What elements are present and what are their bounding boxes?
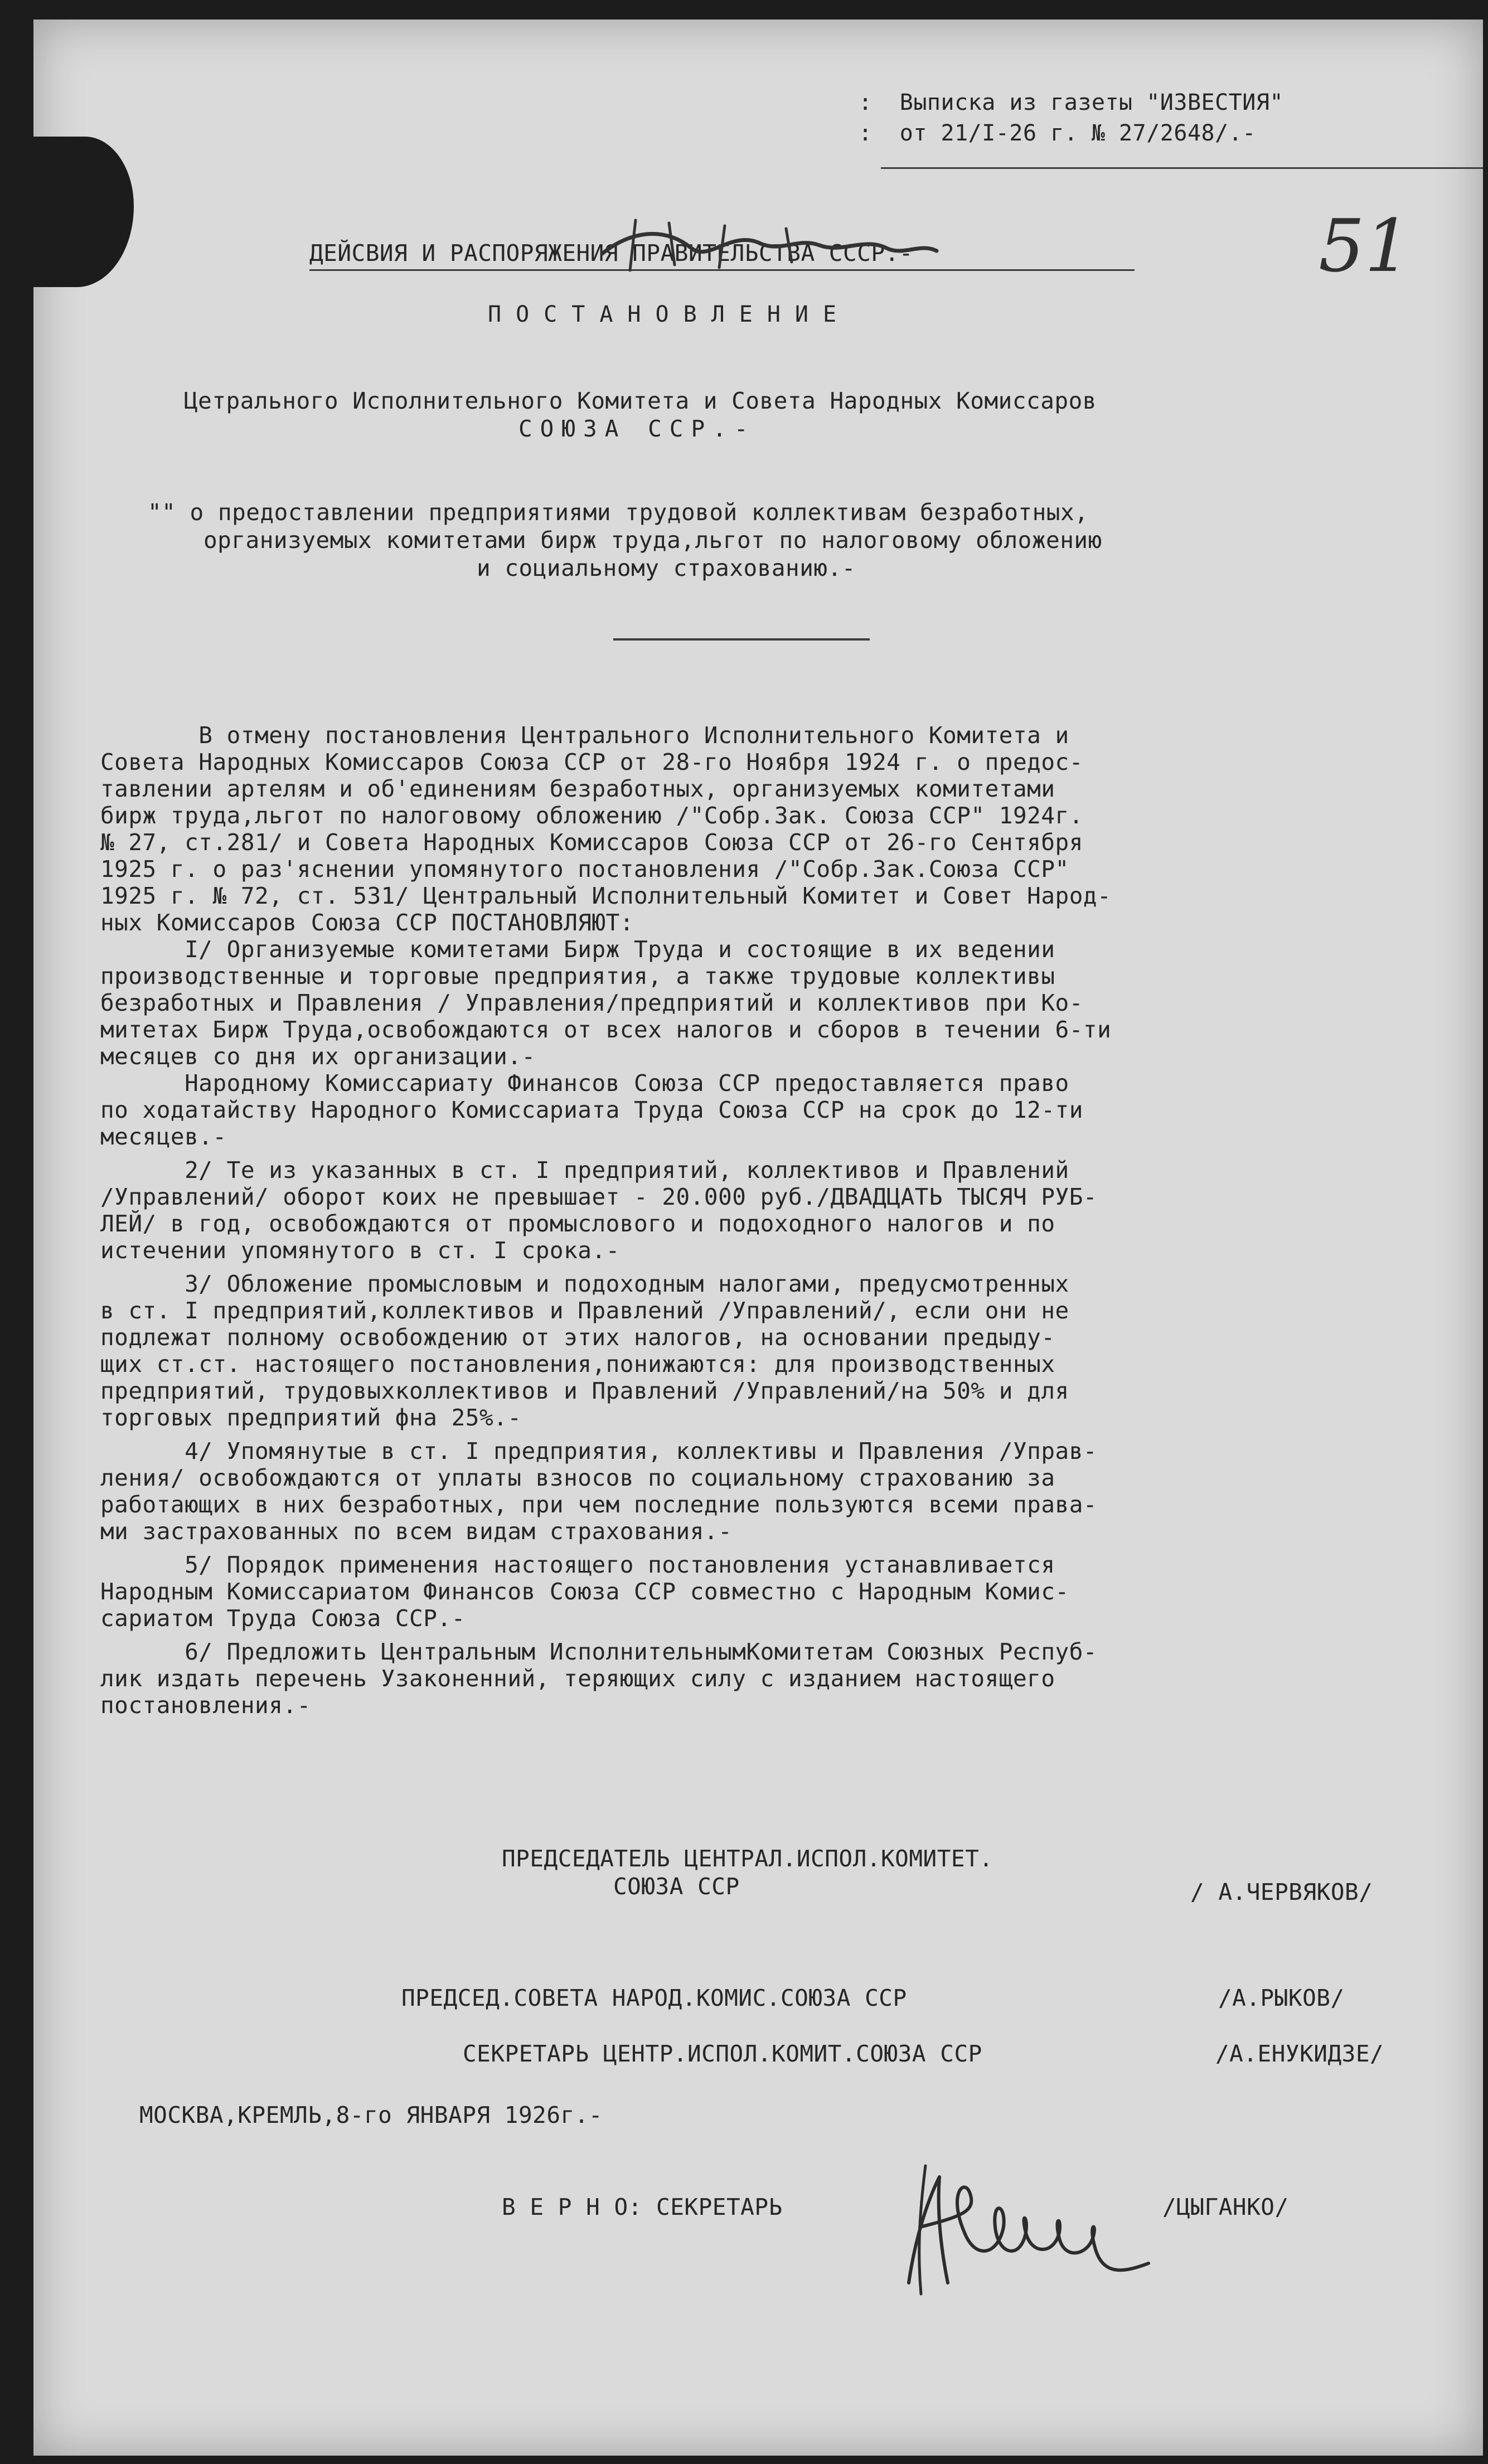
chair-title-line2: СОЮЗА ССР [613,1873,740,1900]
body-line: ми застрахованных по всем видам страхования.- [100,1518,733,1545]
body-line: месяцев со дня их организации.- [100,1043,536,1070]
subject-line2: организуемых комитетами бирж труда,льгот по налоговому обложению [203,527,1102,554]
body-line: производственные и торговые предприятия, а также трудовые коллективы [100,963,1055,990]
section-heading: ДЕЙСВИЯ И РАСПОРЯЖЕНИЯ ПРАВИТЕЛЬСТВА СССР.- [309,240,913,266]
body-line: истечении упомянутого в ст. I срока.- [100,1237,620,1264]
body-line: щих ст.ст. настоящего постановления,понижаются: для производственных [100,1351,1055,1377]
subject-line3: и социальному страхованию.- [477,555,856,581]
subject-line1: "" о предоставлении предприятиями трудовой коллективам безработных, [148,499,1089,526]
body-line: I/ Организуемые комитетами Бирж Труда и состоящие в их ведении [100,936,1055,963]
handwritten-signature [886,2143,1176,2311]
secretary-name: /А.ЕНУКИДЗЕ/ [1215,2040,1384,2067]
handwritten-overwrite [597,209,942,276]
certified-name: /ЦЫГАНКО/ [1162,2194,1289,2220]
certified-label: В Е Р Н О: СЕКРЕТАРЬ [502,2194,783,2220]
body-line: работающих в них безработных, при чем последние пользуются всеми права- [100,1491,1098,1518]
body-line: месяцев.- [100,1123,227,1150]
body-line: Народным Комиссариатом Финансов Союза ССР совместно с Народным Комис- [100,1578,1069,1605]
page-number: 51 [1319,203,1411,288]
body-line: В отмену постановления Центрального Исполнительного Комитета и [100,722,1069,749]
document-page [33,20,1483,2456]
body-line: предприятий, трудовыхколлективов и Правлений /Управлений/на 50% и для [100,1377,1069,1404]
header-rule [881,167,1483,169]
body-line: бирж труда,льгот по налоговому обложению /"Собр.Зак. Союза ССР" 1924г. [100,802,1083,829]
secretary-title: СЕКРЕТАРЬ ЦЕНТР.ИСПОЛ.КОМИТ.СОЮЗА ССР [463,2040,982,2067]
chair-name: / А.ЧЕРВЯКОВ/ [1190,1879,1373,1905]
body-line: безработных и Правления / Управления/предприятий и коллективов при Ко- [100,990,1083,1016]
body-line: ления/ освобождаются от уплаты взносов по социальному страхованию за [100,1464,1055,1491]
body-line: 6/ Предложить Центральным ИсполнительнымКомитетам Союзных Респуб- [100,1638,1098,1665]
body-line: 1925 г. № 72, ст. 531/ Центральный Исполнительный Комитет и Совет Народ- [100,882,1112,909]
issuer-line1: Цетрального Исполнительного Комитета и Совета Народных Комиссаров [184,387,1097,414]
newspaper-extract-line2: : от 21/I-26 г. № 27/2648/.- [859,120,1256,146]
body-line: 3/ Обложение промысловым и подоходным налогами, предусмотренных [100,1270,1069,1297]
body-line: 2/ Те из указанных в ст. I предприятий, коллективов и Правлений [100,1157,1069,1184]
body-line: 5/ Порядок применения настоящего постановления устанавливается [100,1551,1055,1578]
sovnarkom-chair-name: /А.РЫКОВ/ [1218,1985,1345,2011]
body-line: /Управлений/ оборот коих не превышает - 20.000 руб./ДВАДЦАТЬ ТЫСЯЧ РУБ- [100,1184,1098,1210]
body-line: в ст. I предприятий,коллективов и Правлений /Управлений/, если они не [100,1297,1069,1324]
body-line: Совета Народных Комиссаров Союза ССР от 28-го Ноября 1924 г. о предос- [100,749,1083,775]
sovnarkom-chair-title: ПРЕДСЕД.СОВЕТА НАРОД.КОМИС.СОЮЗА ССР [401,1985,907,2011]
body-line: по ходатайству Народного Комиссариата Труда Союза ССР на срок до 12-ти [100,1097,1083,1123]
body-line: 1925 г. о раз'яснении упомянутого постановления /"Собр.Зак.Союза ССР" [100,856,1069,882]
body-line: сариатом Труда Союза ССР.- [100,1605,466,1632]
body-line: торговых предприятий фна 25%.- [100,1404,522,1431]
heading-separator [613,638,870,641]
chair-title-line1: ПРЕДСЕДАТЕЛЬ ЦЕНТРАЛ.ИСПОЛ.КОМИТЕТ. [502,1845,993,1872]
body-line: ЛЕЙ/ в год, освобождаются от промыслового и подоходного налогов и по [100,1210,1055,1237]
body-line: лик издать перечень Узаконенний, теряющих силу с изданием настоящего [100,1665,1055,1692]
body-line: Народному Комиссариату Финансов Союза ССР предоставляется право [100,1070,1069,1097]
torn-paper-edge [33,137,134,287]
document-title: ПОСТАНОВЛЕНИЕ [488,302,851,327]
body-line: ных Комиссаров Союза ССР ПОСТАНОВЛЯЮТ: [100,909,634,936]
newspaper-extract-line1: : Выписка из газеты "ИЗВЕСТИЯ" [859,90,1284,115]
place-and-date: МОСКВА,КРЕМЛЬ,8-го ЯНВАРЯ 1926г.- [139,2102,603,2128]
body-line: тавлении артелям и об'единениям безработных, организуемых комитетами [100,775,1055,802]
body-line: 4/ Упомянутые в ст. I предприятия, коллективы и Правления /Управ- [100,1438,1098,1464]
body-line: № 27, ст.281/ и Совета Народных Комиссаров Союза ССР от 26-го Сентября [100,829,1083,856]
body-line: митетах Бирж Труда,освобождаются от всех налогов и сборов в течении 6-ти [100,1016,1112,1043]
body-line: подлежат полному освобождению от этих налогов, на основании предыду- [100,1324,1055,1351]
issuer-line2: СОЮЗА ССР.- [518,415,756,442]
body-line: постановления.- [100,1692,311,1719]
